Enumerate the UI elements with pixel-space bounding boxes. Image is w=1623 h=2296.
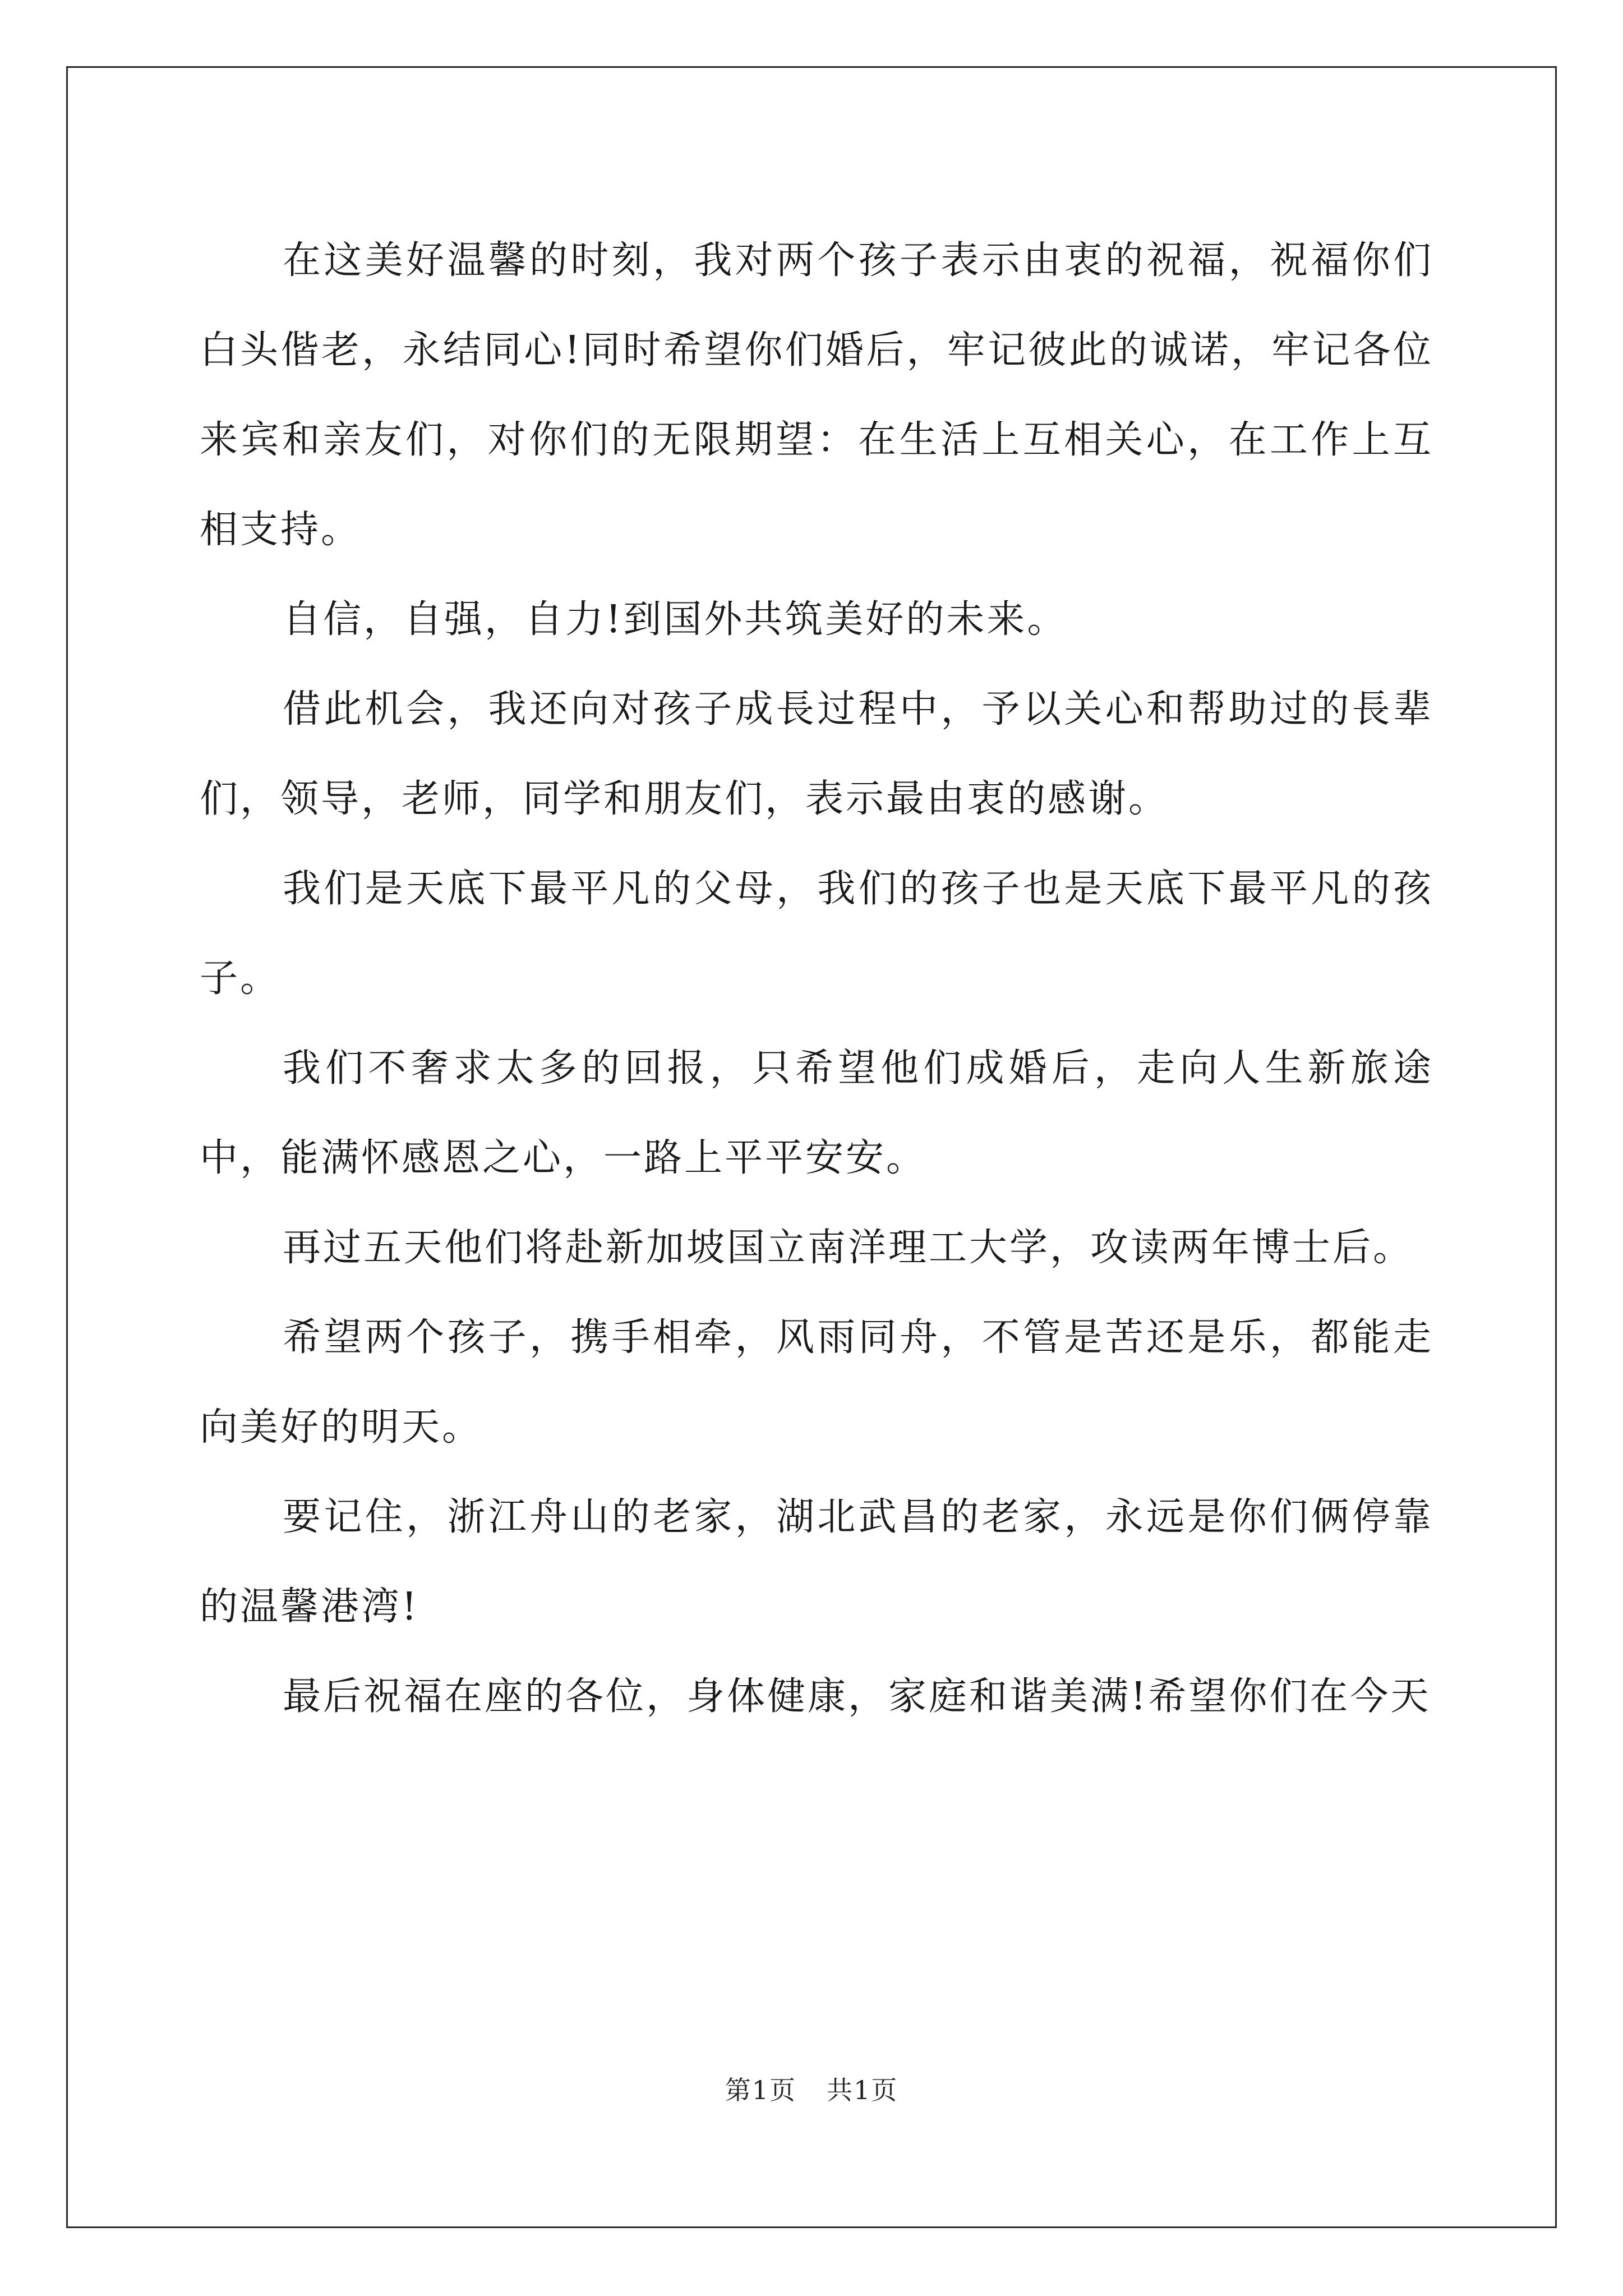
page-number-total: 共1页 [827, 2075, 898, 2105]
page-number-current: 第1页 [725, 2075, 796, 2105]
paragraph: 希望两个孩子，携手相牵，风雨同舟，不管是苦还是乐，都能走向美好的明天。 [200, 1315, 1433, 1450]
paragraph: 我们不奢求太多的回报，只希望他们成婚后，走向人生新旅途中，能满怀感恩之心，一路上平平安安。 [200, 1046, 1433, 1180]
paragraph: 自信，自强，自力!到国外共筑美好的未来。 [283, 597, 1068, 642]
paragraph: 要记住，浙江舟山的老家，湖北武昌的老家，永远是你们俩停靠的温馨港湾! [200, 1495, 1433, 1629]
document-body [200, 216, 1433, 1742]
page-footer [0, 2070, 1623, 2107]
paragraph: 在这美好温馨的时刻，我对两个孩子表示由衷的祝福，祝福你们白头偕老，永结同心!同时希望你们婚后，牢记彼此的诚诺，牢记各位来宾和亲友们，对你们的无限期望：在生活上互相关心，在工作上互相支持。 [200, 238, 1433, 552]
paragraph: 借此机会，我还向对孩子成長过程中，予以关心和帮助过的長辈们，领导，老师，同学和朋友们，表示最由衷的感谢。 [200, 687, 1433, 821]
paragraph: 最后祝福在座的各位，身体健康，家庭和谐美满!希望你们在今天 [283, 1674, 1431, 1719]
paragraph: 我们是天底下最平凡的父母，我们的孩子也是天底下最平凡的孩子。 [200, 867, 1433, 1001]
paragraph: 再过五天他们将赴新加坡国立南洋理工大学，攻读两年博士后。 [283, 1226, 1414, 1270]
